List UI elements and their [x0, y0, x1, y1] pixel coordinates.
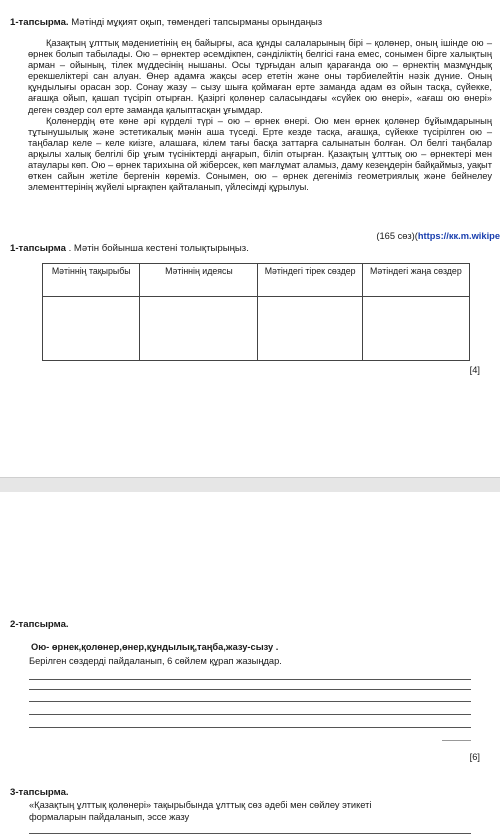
paragraph-2: Қолөнердің өте көне әрі күрделі түрі – ою – өрнек өнері. Ою мен өрнек қолөнер бұйымдарының тұтынушылық және эстетикалық мәнін аша түседі. Ерте кезде тасқа, ағашқа, сүйекке түсірілген ою – таңбалар келе – келе киізге, алашаға, кілем тағы басқа заттарға салынатын болған. Ол белгі таңбалар арқылы халық белгілі бір ұғым түсініктерді аңғарып, біліп отырған. Қазақтың ұлттық ою – өрнектері мен атаулары көп. Ою – өрнек тарихына ой жіберсек, көп мағлұмат аламыз, даму кезеңдерін байқаймыз, уақыт өткен сайын жетіле бергенін көреміз. Сонымен, ою – өрнек дегеніміз геометриялық және бейнелеу элементтерінің жүйелі ырғақпен қайталанып, үйлесімді құрылуы. [28, 115, 492, 193]
analysis-table [42, 263, 470, 361]
task2-heading-label: 2-тапсырма. [10, 619, 69, 630]
subtask1-heading [10, 243, 249, 254]
subtask1-score: [4] [469, 365, 480, 375]
column-header: Мәтіндегі жаңа сөздер [362, 264, 469, 297]
answer-line-short [442, 740, 471, 741]
task1-heading [10, 17, 322, 28]
task1-heading-label: 1-тапсырма. [10, 17, 69, 28]
answer-line[interactable] [29, 714, 471, 715]
task3-heading-label: 3-тапсырма. [10, 787, 69, 798]
paragraph-1: Қазақтың ұлттық мәдениетінің ең байырғы, аса құнды салаларының бірі – қолөнер, оның ішінде ою – өрнек болып табылады. Ою – өрнектер әсемдікпен, сәнділіктің белгісі ғана емес, сонымен бірге халықтың арман – ойының, тілек мүддесінің нышаны. Осы тұрғыдан алып қарағанда ою – өрнектің мазмұндық ерекшеліктері сан алуан. Өнер адамға жақсы әсер ететін және оны тәрбиелейтін нәзік дүние. Оның құндылығы орасан зор. Сонау жазу – сызу шыға қоймаған ерте заманда адам өз ойын тасқа, сүйекке, ағашқа ойып, қашап түсіріп отырған. Қазіргі қолөнер саласындағы «сүйек ою өнері», «ағаш ою өнері» деген сөздер сол ерте заманда қалыптасқан ұғымдар. [28, 38, 492, 115]
reading-text [28, 38, 492, 193]
task3-line2: формаларын пайдаланып, эссе жазу [29, 812, 190, 822]
answer-line[interactable] [29, 679, 471, 680]
answer-cell[interactable] [362, 297, 469, 361]
answer-cell[interactable] [258, 297, 362, 361]
task3-heading [10, 787, 69, 798]
answer-cell[interactable] [43, 297, 140, 361]
task2-instruction: Берілген сөздерді пайдаланып, 6 сөйлем құрап жазыңдар. [29, 656, 282, 666]
answer-line[interactable] [29, 727, 471, 728]
source-link[interactable]: https://кк.m.wikipe [417, 231, 500, 241]
table-header-row [43, 264, 470, 297]
column-header: Мәтіннің идеясы [140, 264, 258, 297]
word-count: (165 сөз)( [376, 231, 418, 241]
answer-line[interactable] [29, 833, 471, 834]
answer-line[interactable] [29, 689, 471, 690]
task2-score: [6] [469, 752, 480, 762]
source-line [376, 231, 500, 241]
answer-cell[interactable] [140, 297, 258, 361]
subtask1-heading-text: . Мәтін бойынша кестені толықтырыңыз. [65, 243, 249, 254]
page-divider [0, 477, 500, 492]
subtask1-heading-label: 1-тапсырма [10, 243, 66, 254]
column-header: Мәтіндегі тірек сөздер [258, 264, 362, 297]
task2-heading [10, 619, 69, 630]
answer-line[interactable] [29, 701, 471, 702]
table-row [43, 297, 470, 361]
task2-words: Ою- өрнек,қолөнер,өнер,құндылық,таңба,жазу-сызу . [31, 642, 279, 652]
column-header: Мәтіннің тақырыбы [43, 264, 140, 297]
task1-heading-text: Мәтінді мұқият оқып, төмендегі тапсырманы орындаңыз [68, 17, 323, 28]
task3-line1: «Қазақтың ұлттық қолөнері» тақырыбында ұлттық сөз әдебі мен сөйлеу этикеті [29, 800, 372, 810]
